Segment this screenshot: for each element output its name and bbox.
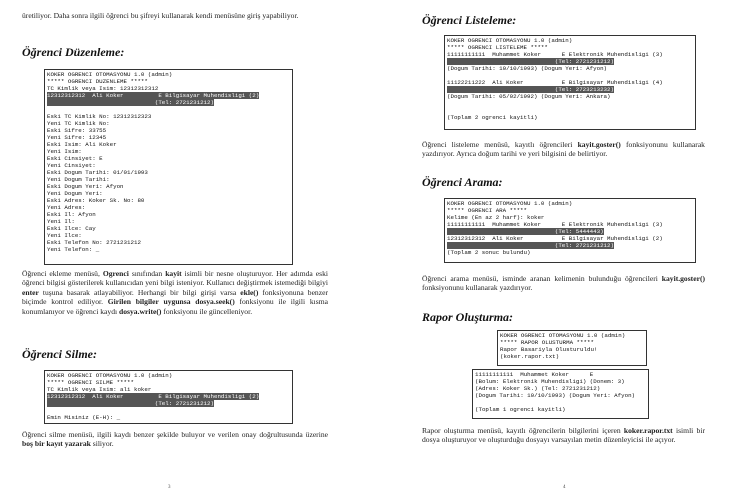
right-page	[377, 0, 729, 493]
edit-section-heading: Öğrenci Düzenleme:	[22, 45, 125, 59]
search-section-heading: Öğrenci Arama:	[422, 175, 503, 189]
terminal-line: (Tel: 5444443)	[447, 228, 604, 235]
terminal-line: (Toplam 2 sonuc bulundu)	[447, 249, 531, 256]
terminal-line: (Toplam 2 ogrenci kayitli)	[447, 114, 538, 121]
terminal-line: ***** RAPOR OLUSTURMA *****	[500, 339, 594, 346]
report-terminal	[497, 330, 647, 366]
terminal-line: 12312312312 Ali Koker E Bilgisayar Muhendisligi (2)	[47, 393, 260, 400]
terminal-line: Yeni Dogum Yeri:	[47, 190, 103, 197]
delete-terminal	[44, 370, 293, 424]
terminal-line: Rapor Basariyla Olusturuldu!	[500, 346, 598, 353]
terminal-line	[447, 72, 693, 79]
terminal-line: ***** OGRENCI SILME *****	[47, 379, 134, 386]
terminal-line: KOKER OGRENCI OTOMASYONU 1.0 (admin)	[500, 332, 626, 339]
terminal-line: (Dogum Tarihi: 05/02/1992) (Dogum Yeri: Ankara)	[447, 93, 611, 100]
terminal-line: 11111111111 Muhammet Koker E Elektronik Muhendisligi (3)	[447, 51, 663, 58]
edit-body-text: Öğrenci ekleme menüsü, Ogrenci sınıfından kayit isimli bir nesne oluşturuyor. Her adımda eski öğrenci bilgisi gösterilerek kullanıcıdan yeni bilgi isteniyor. Kullanıcı değiştirmek istemediği bilgiyi enter tuşuna basarak atlayabiliyor. Herhangi bir bilgi girişi varsa ekle() fonksiyonuna benzer biçimde kontrol ediliyor. Girilen bilgiler uygunsa dosya.seek() fonksiyonu ile ilgili kısma konumlanıyor ve öğrenci kaydı dosya.write() fonksiyonu ile güncelleniyor.	[22, 269, 329, 316]
left-page	[0, 0, 352, 493]
terminal-line: 11111111111 Muhammet Koker E	[475, 371, 594, 378]
terminal-line: KOKER OGRENCI OTOMASYONU 1.0 (admin)	[47, 71, 173, 78]
terminal-line: Eski Ilce: Cay	[47, 225, 96, 232]
terminal-line: TC Kimlik veya Isim: ali koker	[47, 386, 152, 393]
terminal-line: Eski Sifre: 33755	[47, 127, 107, 134]
terminal-line: KOKER OGRENCI OTOMASYONU 1.0 (admin)	[447, 37, 573, 44]
terminal-line: TC Kimlik veya Isim: 12312312312	[47, 85, 159, 92]
report-file-terminal	[472, 369, 649, 419]
edit-terminal	[44, 69, 293, 265]
terminal-line	[447, 107, 693, 114]
search-terminal	[444, 198, 696, 263]
terminal-line: (Tel: 2721231212)	[47, 400, 214, 407]
terminal-line: (Tel: 2721231212)	[47, 99, 214, 106]
left-page-number: 3	[168, 485, 171, 490]
delete-section-heading: Öğrenci Silme:	[22, 347, 97, 361]
terminal-line: Yeni TC Kimlik No:	[47, 120, 110, 127]
right-page-number: 4	[563, 485, 566, 490]
terminal-line: Yeni Dogum Tarihi:	[47, 176, 110, 183]
terminal-line	[47, 407, 290, 414]
terminal-line	[475, 399, 646, 406]
intro-text: üretiliyor. Daha sonra ilgili öğrenci bu şifreyi kullanarak kendi menüsüne giriş yapabiliyor.	[22, 11, 299, 20]
terminal-line: Emin Misiniz (E-H): _	[47, 414, 121, 421]
terminal-line: 11111111111 Muhammet Koker E Elektronik Muhendisligi (3)	[447, 221, 663, 228]
terminal-line: Kelime (En az 2 harf): koker	[447, 214, 545, 221]
terminal-line: Eski Cinsiyet: E	[47, 155, 103, 162]
terminal-line: Eski Adres: Koker Sk. No: 80	[47, 197, 145, 204]
terminal-line	[447, 100, 693, 107]
search-body-text: Öğrenci arama menüsü, isminde aranan kelimenin bulunduğu öğrencileri kayit.goster() fonksiyonunu kullanarak yazdırıyor.	[422, 274, 705, 293]
list-section-heading: Öğrenci Listeleme:	[422, 13, 517, 27]
report-body-text: Rapor oluşturma menüsü, kayıtlı öğrencilerin bilgilerini içeren koker.rapor.txt isimli bir dosya oluşturuyor ve oluşturduğu dosyayı varsayılan metin düzenleyicisi ile açıyor.	[422, 426, 705, 445]
terminal-line: Eski Isim: Ali Koker	[47, 141, 117, 148]
terminal-line: 11122211222 Ali Koker E Bilgisayar Muhendisligi (4)	[447, 79, 663, 86]
terminal-line: (Tel: 2723213232)	[447, 86, 614, 93]
terminal-line: ***** OGRENCI LISTELEME *****	[447, 44, 548, 51]
terminal-line: ***** OGRENCI ARA *****	[447, 207, 528, 214]
terminal-line: Eski Telefon No: 2721231212	[47, 239, 141, 246]
terminal-line: (Adres: Koker Sk.) (Tel: 2721231212)	[475, 385, 601, 392]
terminal-line: Eski Dogum Tarihi: 01/01/1993	[47, 169, 148, 176]
terminal-line: Yeni Il:	[47, 218, 75, 225]
terminal-line: (koker.rapor.txt)	[500, 353, 560, 360]
terminal-line	[47, 106, 290, 113]
delete-body-text: Öğrenci silme menüsü, ilgili kaydı benzer şekilde buluyor ve verilen onay doğrultusunda üzerine boş bir kayıt yazarak siliyor.	[22, 430, 328, 449]
report-section-heading: Rapor Oluşturma:	[422, 310, 514, 324]
terminal-line: 12312312312 Ali Koker E Bilgisayar Muhendisligi (2)	[447, 235, 663, 242]
terminal-line: (Dogum Tarihi: 10/10/1993) (Dogum Yeri: Afyon)	[475, 392, 636, 399]
list-body-text: Öğrenci listeleme menüsü, kayıtlı öğrencileri kayit.goster() fonksiyonunu kullanarak yazdırıyor. Ayrıca doğum tarihi ve yeri bilgisini de belirtiyor.	[422, 140, 705, 159]
terminal-line: Yeni Isim:	[47, 148, 82, 155]
terminal-line: KOKER OGRENCI OTOMASYONU 1.0 (admin)	[447, 200, 573, 207]
terminal-line: (Dogum Tarihi: 10/10/1993) (Dogum Yeri: Afyon)	[447, 65, 608, 72]
terminal-line: (Toplam 1 ogrenci kayitli)	[475, 406, 566, 413]
terminal-line: Eski Dogum Yeri: Afyon	[47, 183, 124, 190]
terminal-line: 12312312312 Ali Koker E Bilgisayar Muhendisligi (2)	[47, 92, 260, 99]
terminal-line: Eski TC Kimlik No: 12312312323	[47, 113, 152, 120]
terminal-line: Yeni Adres:	[47, 204, 86, 211]
terminal-line: Eski Il: Afyon	[47, 211, 96, 218]
list-terminal	[444, 35, 696, 130]
terminal-line: (Bolum: Elektronik Muhendisligi) (Donem: 3)	[475, 378, 625, 385]
terminal-line: Yeni Telefon: _	[47, 246, 100, 253]
terminal-line: KOKER OGRENCI OTOMASYONU 1.0 (admin)	[47, 372, 173, 379]
page-gutter	[352, 0, 377, 493]
terminal-line: ***** OGRENCI DUZENLEME *****	[47, 78, 148, 85]
terminal-line: (Tel: 2721231212)	[447, 58, 614, 65]
terminal-line: Yeni Sifre: 12345	[47, 134, 107, 141]
terminal-line: Yeni Ilce:	[47, 232, 82, 239]
terminal-line: Yeni Cinsiyet:	[47, 162, 96, 169]
terminal-line: (Tel: 2721231212)	[447, 242, 614, 249]
